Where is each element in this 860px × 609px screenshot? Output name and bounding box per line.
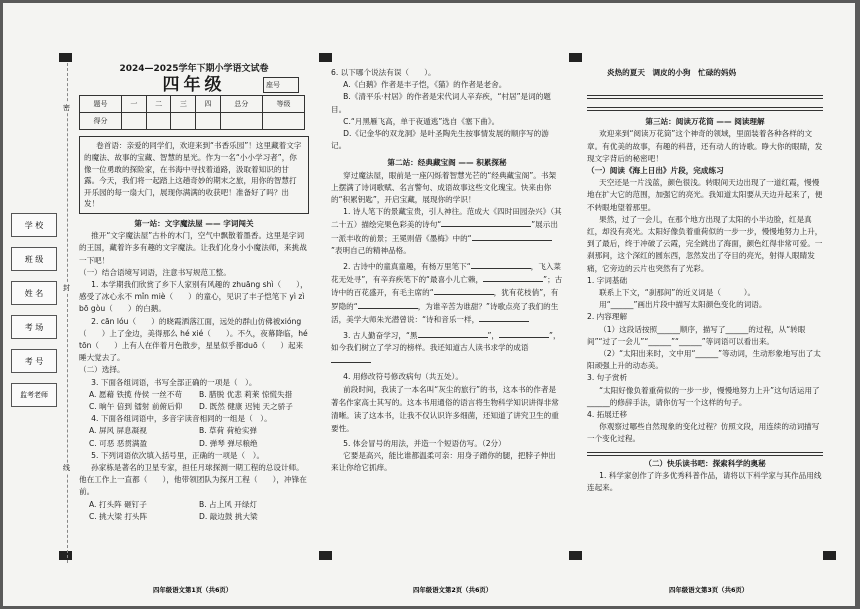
option[interactable]: C. 晌午 倍到 镭射 前俯后仰 xyxy=(89,402,183,412)
p2-q5: 5. 体会冒号的用法，并造一个短语仿写。（2分） xyxy=(343,438,506,448)
score-header: 等级 xyxy=(262,96,304,113)
score-cell[interactable] xyxy=(146,113,171,130)
q1-heading: （一）结合语境写词语，注意书写规范工整。 xyxy=(79,267,231,277)
r1-q1b: 用“______”画出片段中描写太阳颜色变化的词语。 xyxy=(599,300,767,310)
option[interactable]: C.“月黑雁飞高，单于夜遁逃”选自《塞下曲》。 xyxy=(343,116,500,126)
option[interactable]: A. 屏风 屏息凝视 xyxy=(89,426,147,436)
reading-1-heading: （一）阅读《海上日出》片段，完成练习 xyxy=(587,166,724,176)
q2-item-4: 4. 下面各组词语中，多音字读音相同的一组是（ ）。 xyxy=(91,414,272,424)
registration-mark xyxy=(823,551,836,560)
p2-q2: 2. 古诗中的童真童趣，有杨万里笔下“ ，飞入菜花无处寻”，有辛弃疾笔下的“最喜小儿亡赖， ”；古诗中的百花盛开，有毛主席的“ ，犹有花枝俏”，有罗隐的“ ，为谁辛苦为谁甜？”诗歌点亮了我们的生活，美学大师朱光潜曾说：“诗和音乐一样， xyxy=(331,262,563,324)
seal-char: 封 xyxy=(63,284,70,292)
registration-mark xyxy=(569,53,582,62)
option[interactable]: B.《清平乐·村居》的作者是宋代词人辛弃疾，“村居”是词的题目。 xyxy=(331,92,551,114)
r1-q3: 3. 句子赏析 xyxy=(587,373,628,383)
divider xyxy=(587,452,823,456)
p2-q4-text: 前段时间，我读了一本名叫“灰尘的旅行”的书，这本书的作者是著名作家高士其写的。这本书用通俗的语言将生物科学知识讲得非常清晰。读了这本书，让我不仅认识许多细菌，还知道了讲究卫生的重要性。 xyxy=(331,384,559,433)
r2-q1: 1. 科学家创作了许多优秀科普作品，请将以下科学家与其作品用线连起来。 xyxy=(587,470,822,493)
page-1-footer: 四年级语文第1页（共6页） xyxy=(153,586,233,594)
grade-title: 四年级 xyxy=(162,75,226,96)
registration-mark xyxy=(59,53,72,62)
station-2-heading: 第二站：经典藏宝阁 —— 积累探秘 xyxy=(387,158,507,168)
seal-char: 密 xyxy=(63,104,70,112)
answer-blank[interactable] xyxy=(479,313,529,322)
r1-q1a: 联系上下文，“刹那间”的近义词是（ ）。 xyxy=(599,288,756,298)
reading-1-text: 天空还是一片浅蓝，颜色很浅。转眼间天边出现了一道红霞，慢慢地在扩大它的范围，加强它的亮光。我知道太阳要从天边升起来了，便不转眼地望着那里。 xyxy=(587,178,823,212)
registration-mark xyxy=(319,551,332,560)
score-cell[interactable] xyxy=(171,113,196,130)
answer-blank[interactable] xyxy=(358,300,418,309)
answer-blank[interactable] xyxy=(471,260,531,269)
side-field-exam-number[interactable]: 考 号 xyxy=(11,349,57,373)
p2-q3: 3. 古人勤奋学习，“黑 ”， ”，如今我们树立了学习的榜样。我还知道古人读书求学的成语 xyxy=(331,329,563,368)
r1-q4: 4. 拓展迁移 xyxy=(587,410,628,420)
p2-q5-text: 它要是高兴，能比谁都温柔可亲：用身子蹭你的腿，把脖子伸出来让你给它抓痒。 xyxy=(331,451,556,473)
answer-blank[interactable] xyxy=(434,286,494,295)
q1-item-1: 1. 本学期我们欣赏了乡下人家别有风趣的 zhuāng shì（ ），感受了冰心永不 mǐn miè（ ）的童心，见识了丰子恺笔下 yì zì bō gòu（ ）的白鹅。 xyxy=(79,279,308,314)
score-cell[interactable] xyxy=(262,113,304,130)
option[interactable]: B. 占上风 开绿灯 xyxy=(199,499,258,509)
option[interactable]: D. 弹琴 弹尽粮绝 xyxy=(199,438,258,448)
reading-2-heading: （二）快乐读书吧：探索科学的奥秘 xyxy=(644,458,766,468)
option[interactable]: A. 打头阵 砸钉子 xyxy=(89,499,147,509)
seal-line xyxy=(67,63,68,563)
score-cell[interactable] xyxy=(220,113,262,130)
score-header: 总分 xyxy=(220,96,262,113)
option[interactable]: D. 既然 健康 迟钝 天之骄子 xyxy=(199,402,293,412)
exam-sheet xyxy=(3,3,855,606)
answer-blank[interactable] xyxy=(418,329,488,338)
page-2-footer: 四年级语文第2页（共6页） xyxy=(413,586,493,594)
q1-item-2: 2. cān lóu（ ）的晓霞洒落江面，远处的群山仿佛被xióng（ ）上了金边，美得那么 hé xié（ ）。不久，夜幕降临，hé tōn（ ）上有人在伴着月色散步，星星似乎都duō（ ）起来睡大觉去了。 xyxy=(79,316,308,363)
p2-q4: 4. 用修改符号修改病句（共五处）。 xyxy=(343,371,463,381)
option[interactable]: D.《记金华的双龙洞》是叶圣陶先生按事情发展的顺序写的游记。 xyxy=(331,129,549,151)
score-table xyxy=(79,95,305,130)
score-header: 一 xyxy=(122,96,147,113)
station-3-intro: 欢迎来到“阅读万花筒”这个神奇的领域，里面装着各种各样的文章。有优美的故事，有趣的科普，还有动人的诗歌。睁大你的眼睛，发现文字背后的秘密吧！ xyxy=(587,129,823,163)
station-2-intro: 穿过魔法屋，眼前是一座闪烁着智慧光芒的“经典藏宝阁”。书架上摆满了诗词歌赋、名言警句、成语故事这些文化瑰宝。快来由你的“积累钥匙”，开启宝藏，展现你的学识！ xyxy=(331,170,557,205)
option[interactable]: B. 腊脱 优悲 莉莱 惊慌失措 xyxy=(199,389,293,399)
score-cell[interactable] xyxy=(122,113,147,130)
q2-item-5-text: 孙家栋是著名的卫星专家，担任月球探测一期工程的总设计师。他在工作上一直都（ ），他带领团队为探月工程（ ），冲锋在前。 xyxy=(79,463,307,497)
p2-q1: 1. 诗人笔下的景藏宝贵，引人神往。范成大《四时田园杂兴》（其二十五）描绘完果色彩美的诗句“ ”展示出一派丰收的前景；王冕则借《墨梅》中的“”表明自己的精神品格。 xyxy=(331,207,562,255)
score-header: 四 xyxy=(196,96,221,113)
registration-mark xyxy=(59,551,72,560)
answer-blank[interactable] xyxy=(499,329,549,338)
page-3-footer: 四年级语文第3页（共6页） xyxy=(669,586,749,594)
r1-q2: 2. 内容理解 xyxy=(587,312,628,322)
r1-q3a: “太阳好像负着重荷似的一步一步，慢慢地努力上升”这句话运用了______的修辞手法，请你仿写一个这样的句子。 xyxy=(587,385,820,407)
r1-q2b: （2）“太阳出来时，文中用“______”等动词，生动形象地写出了太阳顽强上升的动态美。 xyxy=(587,349,821,371)
page-2 xyxy=(331,67,563,474)
page-1 xyxy=(79,13,309,523)
answer-blank[interactable] xyxy=(472,232,552,241)
score-header: 题号 xyxy=(80,96,122,113)
reading-1-text-2: 果然，过了一会儿，在那个地方出现了太阳的小半边脸，红是真红，却没有亮光。太阳好像负着重荷似的一步一步，慢慢地努力上升，到了最后，终于冲破了云霞，完全跳出了海面，颜色红得非常可爱。一刹那间，这个深红的圆东西，忽然发出了夺目的亮光，射得人眼睛发痛，它旁边的云片也突然有了光彩。 xyxy=(587,214,823,273)
answer-blank[interactable] xyxy=(441,218,531,227)
score-header: 三 xyxy=(171,96,196,113)
divider xyxy=(587,107,823,111)
side-field-school[interactable]: 学 校 xyxy=(11,213,57,237)
score-header: 二 xyxy=(146,96,171,113)
answer-blank[interactable] xyxy=(331,354,371,363)
side-field-class[interactable]: 班 级 xyxy=(11,247,57,271)
intro-box: 卷首语：亲爱的同学们，欢迎来到“书香乐园”！这里藏着文字的魔法、故事的宝藏、智慧的星光。作为一名“小小学习者”，你像一位勇敢的探险家，在书海中寻找着道路，汲取着知识的甘露。今天，我们将一起踏上这趟奇妙的期末之旅，用你的智慧打开乐园的每一扇大门，展现你满满的收获吧！准备好了吗？出发！ xyxy=(79,136,309,214)
side-field-proctor[interactable]: 监考老师 xyxy=(11,383,57,407)
option[interactable]: A. 愿藉 铁揽 侍侯 一丝不苟 xyxy=(89,389,183,399)
seal-char: 线 xyxy=(63,464,70,472)
r1-q4a: 你观察过哪些自然现象的变化过程？仿照文段，用连续的动词描写一个变化过程。 xyxy=(587,422,820,444)
score-row-label: 得分 xyxy=(80,113,122,130)
q2-heading: （二）选择。 xyxy=(79,365,125,375)
q6: 6. 以下哪个说法有误（ ）。 xyxy=(331,68,436,77)
exam-title: 2024—2025学年下期小学语文试卷 xyxy=(119,64,269,74)
station-3-heading: 第三站：阅读万花筒 —— 阅读理解 xyxy=(645,117,765,127)
registration-mark xyxy=(569,551,582,560)
page-3 xyxy=(587,67,823,494)
option[interactable]: A.《白鹅》作者是丰子恺，《猫》的作者是老舍。 xyxy=(343,80,507,90)
option[interactable]: B. 草荷 荷枪实弹 xyxy=(199,426,258,436)
side-field-exam-room[interactable]: 考 场 xyxy=(11,315,57,339)
station-1-heading: 第一站：文字魔法屋 —— 字词闯关 xyxy=(134,218,254,228)
option[interactable]: D. 敲边鼓 挑大梁 xyxy=(199,511,258,521)
answer-blank[interactable] xyxy=(483,273,543,282)
r1-q1: 1. 字词基础 xyxy=(587,275,628,285)
option[interactable]: C. 挑大梁 打头阵 xyxy=(89,511,148,521)
r1-q2a: （1）这段话按照______顺序，描写了______的过程，从“转眼间”“过了一会儿”“______”“______”等词语可以看出来。 xyxy=(587,324,806,346)
seat-label: 座号 xyxy=(263,77,299,93)
option[interactable]: C. 可恶 恶贯满盈 xyxy=(89,438,148,448)
q2-item-5: 5. 下列词语依次填入括号里，正确的一项是（ ）。 xyxy=(91,450,265,460)
score-cell[interactable] xyxy=(196,113,221,130)
side-field-name[interactable]: 姓 名 xyxy=(11,281,57,305)
registration-mark xyxy=(319,53,332,62)
q2-item-3: 3. 下面各组词语，书写全部正确的一项是（ ）。 xyxy=(91,377,257,387)
writing-topics: 炎热的夏天 调皮的小狗 忙碌的妈妈 xyxy=(607,68,737,77)
divider xyxy=(587,95,823,99)
station-1-intro: 推开“文字魔法屋”古朴的木门，空气中飘散着墨香。这里是字词的王国，藏着许多有趣的文字魔法。让我们化身小小魔法师，来挑战一下吧！ xyxy=(79,231,307,265)
